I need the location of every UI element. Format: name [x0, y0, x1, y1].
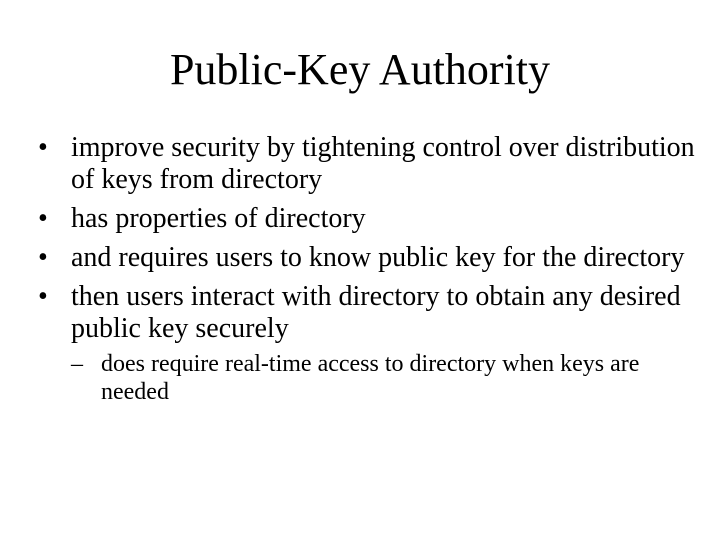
bullet-list: [36, 132, 696, 413]
sub-bullet-marker: –: [71, 351, 83, 377]
bullet-text: then users interact with directory to obtain any desired public key securely: [71, 281, 681, 344]
bullet-text: has properties of directory: [71, 203, 366, 234]
sub-bullet-list: [71, 350, 696, 406]
bullet-text: improve security by tightening control over distribution of keys from directory: [71, 132, 695, 195]
bullet-item: [36, 281, 696, 406]
bullet-marker: •: [38, 242, 48, 273]
bullet-marker: •: [38, 281, 48, 312]
bullet-item: [36, 203, 696, 235]
bullet-item: [36, 132, 696, 196]
slide-title: Public-Key Authority: [169, 45, 551, 94]
bullet-marker: •: [38, 132, 48, 163]
sub-bullet-item: [71, 350, 696, 406]
bullet-item: [36, 242, 696, 274]
bullet-marker: •: [38, 203, 48, 234]
sub-bullet-text: does require real-time access to directory when keys are needed: [101, 351, 640, 405]
bullet-text: and requires users to know public key for the directory: [71, 242, 685, 273]
